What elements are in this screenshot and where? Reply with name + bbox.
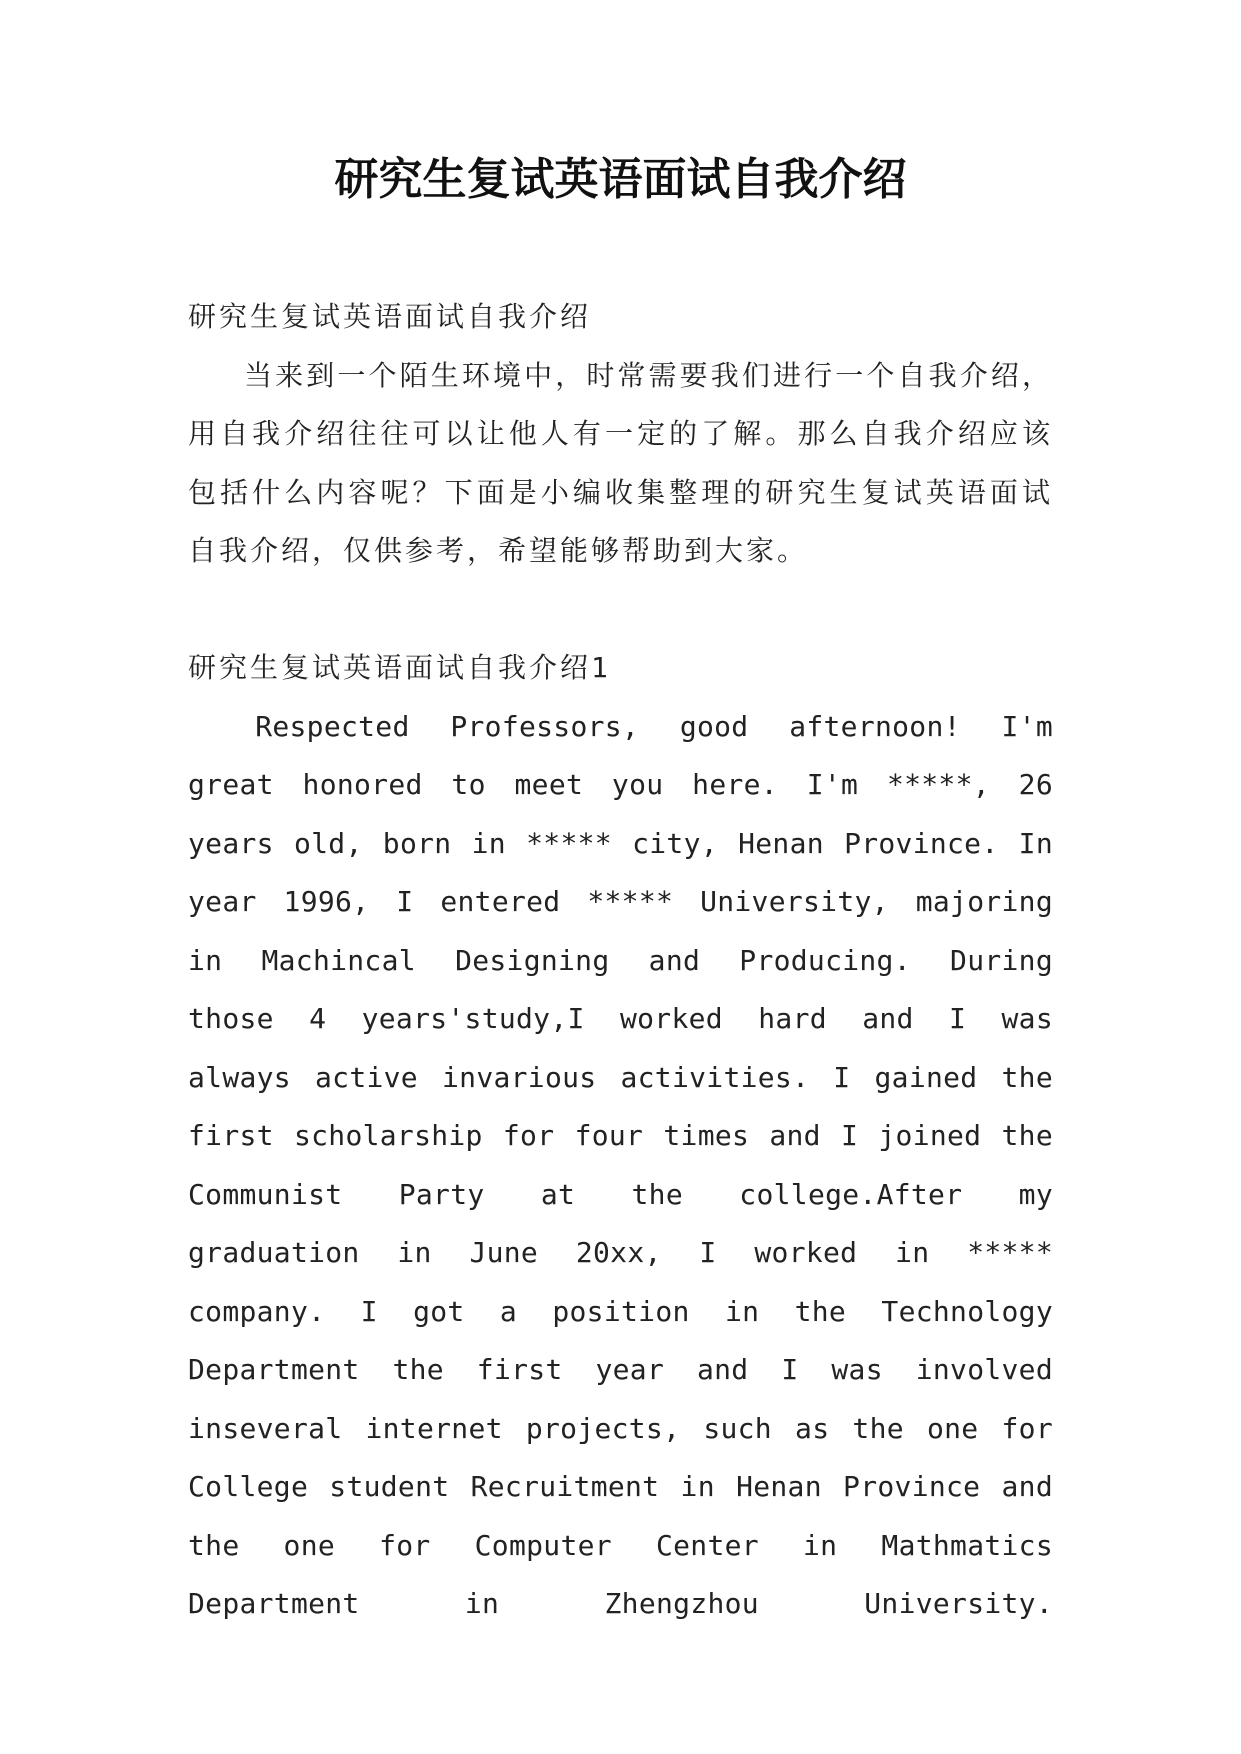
- document-title: 研究生复试英语面试自我介绍: [334, 154, 907, 205]
- section1-paragraph: Respected Professors, good afternoon! I'm great honored to meet you here. I'm *****, 26 years old, born in ***** city, Henan Province. In year 1996, I entered ***** University, majoring in Machincal Designing and Producing. During those 4 years'study,I worked hard and I was always active invarious activities. I gained the first scholarship for four times and I joined the Communist Party at the college.After my graduation in June 20xx, I worked in ***** company. I got a position in the Technology Department the first year and I was involved inseveral internet projects, such as the one for College student Recruitment in Henan Province and the one for Computer Center in Mathmatics Department in Zhengzhou University.: [188, 709, 1053, 1620]
- intro-heading: 研究生复试英语面试自我介绍: [188, 300, 592, 333]
- document-body: [188, 288, 1053, 1634]
- paragraph-spacer: [188, 581, 1053, 640]
- section1-heading: 研究生复试英语面试自我介绍1: [188, 651, 611, 684]
- intro-paragraph: 当来到一个陌生环境中，时常需要我们进行一个自我介绍，用自我介绍往往可以让他人有一定的了解。那么自我介绍应该包括什么内容呢？下面是小编收集整理的研究生复试英语面试自我介绍，仅供参考，希望能够帮助到大家。: [188, 358, 1053, 567]
